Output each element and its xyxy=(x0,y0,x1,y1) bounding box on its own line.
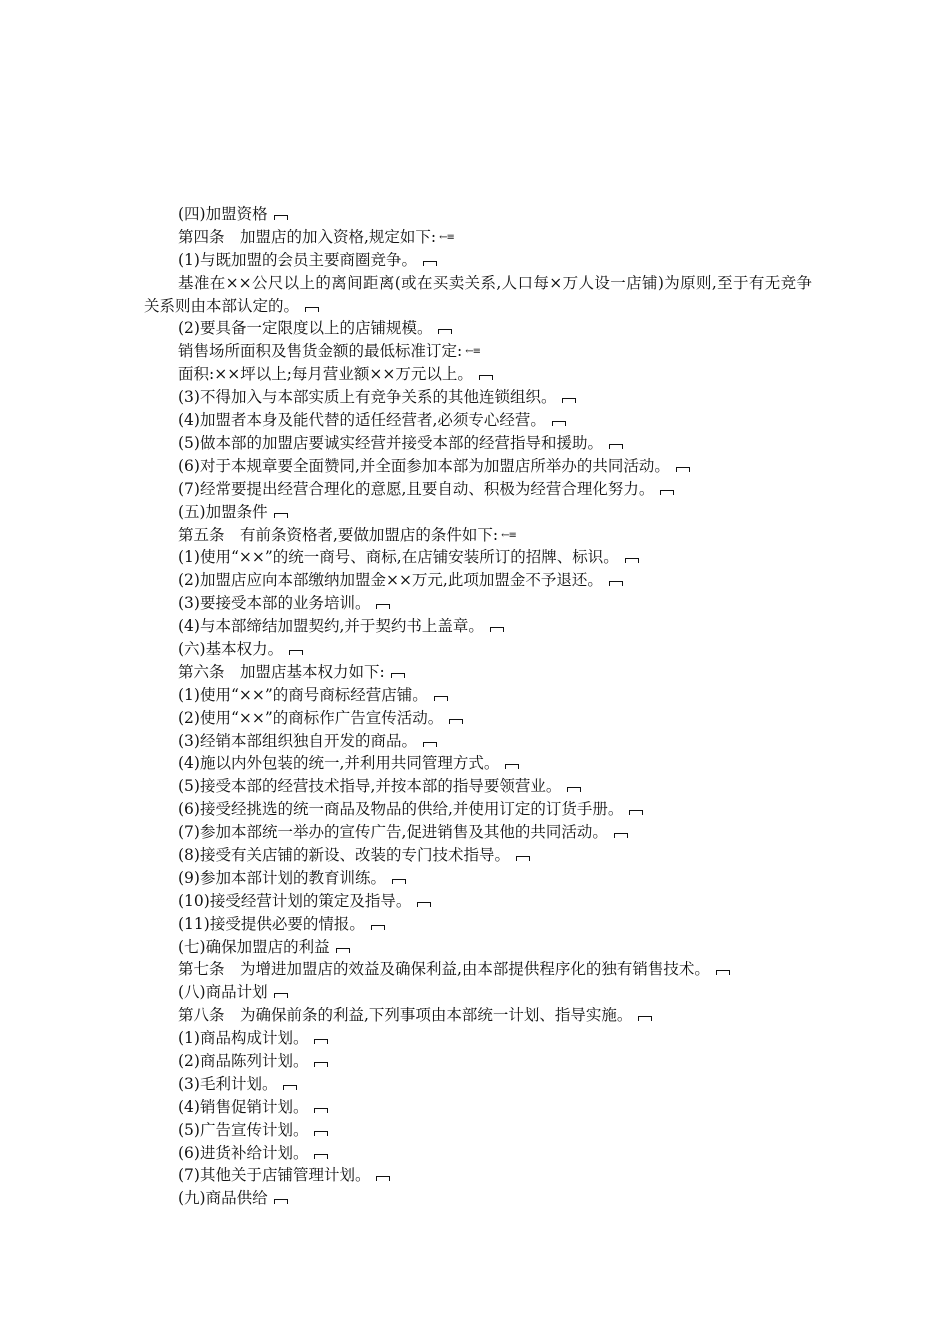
line-text: (3)经销本部组织独自开发的商品。 xyxy=(178,731,417,750)
document-line xyxy=(144,478,812,501)
paragraph-mark-icon xyxy=(391,673,405,678)
line-text: (7)经常要提出经营合理化的意愿,且要自动、积极为经营合理化努力。 xyxy=(178,479,655,498)
line-text: 销售场所面积及售货金额的最低标准订定: xyxy=(178,342,463,361)
line-text: (2)使用“××”的商标作广告宣传活动。 xyxy=(178,708,444,727)
document-line xyxy=(144,730,812,753)
line-text: (七)确保加盟店的利益 xyxy=(178,937,330,956)
paragraph-mark-icon xyxy=(449,719,463,724)
paragraph-mark-icon xyxy=(417,902,431,907)
line-text: (5)做本部的加盟店要诚实经营并接受本部的经营指导和援助。 xyxy=(178,433,603,452)
line-break-arrow-icon: ←≡ xyxy=(465,346,480,358)
document-line xyxy=(144,684,812,707)
line-text: (6)进货补给计划。 xyxy=(178,1143,309,1162)
document-line xyxy=(144,752,812,775)
document-line xyxy=(144,1142,812,1165)
document-line xyxy=(144,844,812,867)
paragraph-mark-icon xyxy=(305,307,319,312)
line-text: 第六条 加盟店基本权力如下: xyxy=(178,662,385,681)
paragraph-mark-icon xyxy=(567,787,581,792)
paragraph-mark-icon xyxy=(371,925,385,930)
document-line xyxy=(144,638,812,661)
document-line xyxy=(144,615,812,638)
paragraph-mark-icon xyxy=(505,764,519,769)
paragraph-mark-icon xyxy=(314,1062,328,1067)
line-text: 第七条 为增进加盟店的效益及确保利益,由本部提供程序化的独有销售技术。 xyxy=(178,960,710,979)
paragraph-mark-icon xyxy=(716,970,730,975)
line-text: (1)商品构成计划。 xyxy=(178,1029,309,1048)
document-line xyxy=(144,867,812,890)
document-line xyxy=(144,340,812,363)
document-line xyxy=(144,913,812,936)
document-line xyxy=(144,501,812,524)
line-text: (6)接受经挑选的统一商品及物品的供给,并使用订定的订货手册。 xyxy=(178,800,624,819)
line-text: (8)接受有关店铺的新设、改装的专门技术指导。 xyxy=(178,845,510,864)
line-text: (5)广告宣传计划。 xyxy=(178,1120,309,1139)
line-text: (2)要具备一定限度以上的店铺规模。 xyxy=(178,319,433,338)
line-text: 第八条 为确保前条的利益,下列事项由本部统一计划、指导实施。 xyxy=(178,1006,633,1025)
line-text: (11)接受提供必要的情报。 xyxy=(178,914,365,933)
paragraph-mark-icon xyxy=(314,1131,328,1136)
line-text: (六)基本权力。 xyxy=(178,639,284,658)
document-line xyxy=(144,798,812,821)
paragraph-mark-icon xyxy=(314,1154,328,1159)
line-text: (五)加盟条件 xyxy=(178,502,268,521)
paragraph-mark-icon xyxy=(376,604,390,609)
paragraph-mark-icon xyxy=(336,948,350,953)
document-line xyxy=(144,317,812,340)
line-text: (3)不得加入与本部实质上有竞争关系的其他连锁组织。 xyxy=(178,388,557,407)
document-line xyxy=(144,592,812,615)
paragraph-mark-icon xyxy=(274,215,288,220)
paragraph-mark-icon xyxy=(274,993,288,998)
document-line xyxy=(144,249,812,272)
document-line xyxy=(144,1004,812,1027)
document-line xyxy=(144,707,812,730)
paragraph-mark-icon xyxy=(438,329,452,334)
line-text: (3)要接受本部的业务培训。 xyxy=(178,594,371,613)
line-text: (6)对于本规章要全面赞同,并全面参加本部为加盟店所举办的共同活动。 xyxy=(178,456,670,475)
line-text: (1)使用“××”的统一商号、商标,在店铺安装所订的招牌、标识。 xyxy=(178,548,619,567)
line-text: (1)与既加盟的会员主要商圈竞争。 xyxy=(178,250,417,269)
line-text: (九)商品供给 xyxy=(178,1189,268,1208)
paragraph-mark-icon xyxy=(638,1016,652,1021)
document-line xyxy=(144,1027,812,1050)
document-line xyxy=(144,569,812,592)
document-line xyxy=(144,363,812,386)
document-line xyxy=(144,981,812,1004)
document-line xyxy=(144,226,812,249)
line-text: (4)加盟者本身及能代替的适任经营者,必须专心经营。 xyxy=(178,411,546,430)
paragraph-mark-icon xyxy=(274,1199,288,1204)
line-text: (4)销售促销计划。 xyxy=(178,1097,309,1116)
document-line xyxy=(144,821,812,844)
line-text: 基准在××公尺以上的离间距离(或在买卖关系,人口每×万人设一店铺)为原则,至于有无竞争关系则由本部认定的。 xyxy=(144,273,812,315)
document-line xyxy=(144,958,812,981)
document-line xyxy=(144,936,812,959)
line-break-arrow-icon: ←≡ xyxy=(501,529,516,541)
document-line xyxy=(144,386,812,409)
line-text: (2)商品陈列计划。 xyxy=(178,1052,309,1071)
line-text: (9)参加本部计划的教育训练。 xyxy=(178,868,386,887)
line-text: (7)参加本部统一举办的宣传广告,促进销售及其他的共同活动。 xyxy=(178,823,608,842)
document-line xyxy=(144,1096,812,1119)
line-text: (1)使用“××”的商号商标经营店铺。 xyxy=(178,685,428,704)
paragraph-mark-icon xyxy=(609,444,623,449)
document-line xyxy=(144,1073,812,1096)
document-line xyxy=(144,409,812,432)
line-text: 第五条 有前条资格者,要做加盟店的条件如下: xyxy=(178,525,499,544)
line-text: (7)其他关于店铺管理计划。 xyxy=(178,1166,371,1185)
paragraph-mark-icon xyxy=(625,558,639,563)
line-text: 面积:××坪以上;每月营业额××万元以上。 xyxy=(178,365,473,384)
document-line xyxy=(144,546,812,569)
paragraph-mark-icon xyxy=(490,627,504,632)
document-line xyxy=(144,203,812,226)
paragraph-mark-icon xyxy=(274,513,288,518)
document-line xyxy=(144,890,812,913)
paragraph-mark-icon xyxy=(423,742,437,747)
paragraph-mark-icon xyxy=(283,1085,297,1090)
line-text: 第四条 加盟店的加入资格,规定如下: xyxy=(178,227,437,246)
document-line xyxy=(144,775,812,798)
paragraph-mark-icon xyxy=(314,1108,328,1113)
paragraph-mark-icon xyxy=(516,856,530,861)
document-line xyxy=(144,1050,812,1073)
paragraph-mark-icon xyxy=(434,696,448,701)
document-body xyxy=(144,203,812,1210)
paragraph-mark-icon xyxy=(289,650,303,655)
line-text: (四)加盟资格 xyxy=(178,205,268,223)
document-line xyxy=(144,455,812,478)
line-text: (10)接受经营计划的策定及指导。 xyxy=(178,891,412,910)
document-line xyxy=(144,661,812,684)
line-text: (4)与本部缔结加盟契约,并于契约书上盖章。 xyxy=(178,617,484,636)
paragraph-mark-icon xyxy=(376,1176,390,1181)
line-text: (5)接受本部的经营技术指导,并按本部的指导要领营业。 xyxy=(178,777,562,796)
paragraph-mark-icon xyxy=(552,421,566,426)
line-text: (八)商品计划 xyxy=(178,983,268,1002)
paragraph-mark-icon xyxy=(479,375,493,380)
document-line xyxy=(144,1119,812,1142)
line-text: (3)毛利计划。 xyxy=(178,1074,278,1093)
paragraph-mark-icon xyxy=(676,467,690,472)
paragraph-mark-icon xyxy=(392,879,406,884)
paragraph-mark-icon xyxy=(629,810,643,815)
paragraph-mark-icon xyxy=(562,398,576,403)
document-line xyxy=(144,432,812,455)
paragraph-mark-icon xyxy=(609,581,623,586)
line-text: (2)加盟店应向本部缴纳加盟金××万元,此项加盟金不予退还。 xyxy=(178,571,603,590)
paragraph-mark-icon xyxy=(660,490,674,495)
paragraph-mark-icon xyxy=(314,1039,328,1044)
document-line xyxy=(144,1187,812,1210)
paragraph-mark-icon xyxy=(614,833,628,838)
paragraph-mark-icon xyxy=(423,261,437,266)
line-text: (4)施以内外包装的统一,并利用共同管理方式。 xyxy=(178,754,500,773)
document-line xyxy=(144,272,812,318)
line-break-arrow-icon: ←≡ xyxy=(439,231,454,243)
document-line xyxy=(144,524,812,547)
document-line xyxy=(144,1164,812,1187)
